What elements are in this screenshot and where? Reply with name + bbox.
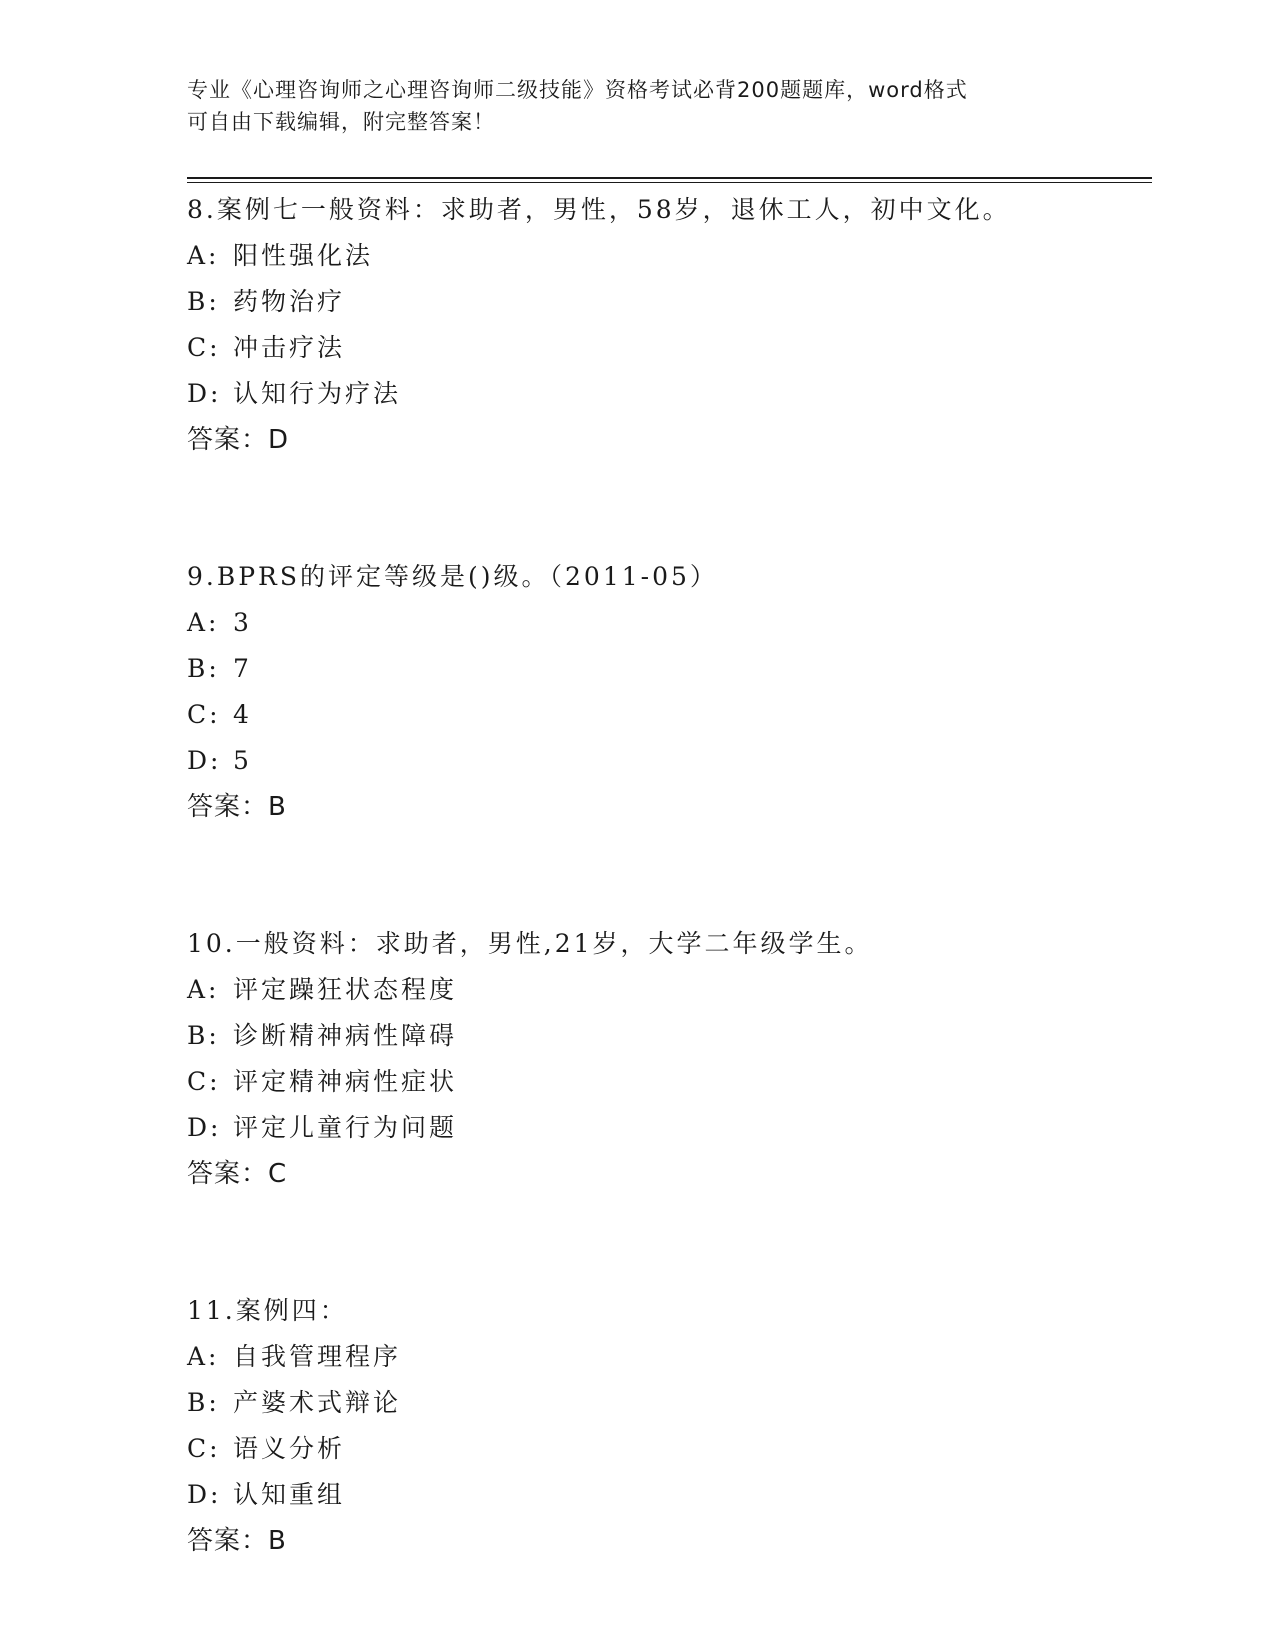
option-a [187, 600, 1152, 646]
question-8 [187, 187, 1152, 463]
option-c [187, 1059, 1152, 1105]
option-b [187, 1380, 1152, 1426]
answer-label: 答案： [187, 1526, 269, 1556]
answer-line [187, 417, 1152, 463]
question-spacer [187, 463, 1152, 554]
answer-value: C [268, 1159, 288, 1189]
option-c [187, 1426, 1152, 1472]
option-text: 药物治疗 [233, 287, 346, 316]
option-text: 语义分析 [233, 1434, 346, 1463]
answer-label: 答案： [187, 792, 269, 822]
option-a [187, 967, 1152, 1013]
option-a [187, 233, 1152, 279]
option-b [187, 279, 1152, 325]
option-a [187, 1334, 1152, 1380]
answer-value: B [268, 792, 287, 822]
option-b [187, 1013, 1152, 1059]
option-d [187, 371, 1152, 417]
option-letter: A: [187, 975, 220, 1004]
option-text: 7 [233, 654, 252, 683]
question-stem: 8.案例七一般资料：求助者，男性，58岁，退休工人，初中文化。 [187, 195, 1011, 224]
header-divider-thick [187, 177, 1152, 179]
option-letter: B: [187, 1388, 220, 1417]
option-letter: D: [187, 1113, 222, 1142]
option-letter: A: [187, 241, 220, 270]
option-text: 诊断精神病性障碍 [233, 1021, 458, 1050]
answer-value: B [268, 1526, 287, 1556]
option-letter: A: [187, 608, 220, 637]
option-letter: C: [187, 700, 221, 729]
option-text: 认知重组 [233, 1480, 346, 1509]
option-letter: D: [187, 746, 222, 775]
answer-line [187, 1151, 1152, 1197]
option-text: 阳性强化法 [233, 241, 374, 270]
header-line-2: 可自由下载编辑，附完整答案！ [187, 110, 495, 134]
option-letter: C: [187, 333, 221, 362]
option-text: 认知行为疗法 [233, 379, 402, 408]
option-text: 5 [233, 746, 252, 775]
option-b [187, 646, 1152, 692]
option-letter: D: [187, 1480, 222, 1509]
option-letter: B: [187, 287, 220, 316]
option-c [187, 325, 1152, 371]
option-c [187, 692, 1152, 738]
question-list [187, 187, 1152, 1564]
option-text: 评定儿童行为问题 [233, 1113, 458, 1142]
question-spacer [187, 1197, 1152, 1288]
question-11 [187, 1288, 1152, 1564]
document-header [187, 74, 1087, 138]
question-stem: 11.案例四： [187, 1296, 348, 1325]
option-text: 3 [233, 608, 252, 637]
option-text: 产婆术式辩论 [233, 1388, 402, 1417]
option-letter: A: [187, 1342, 220, 1371]
option-text: 评定躁狂状态程度 [233, 975, 458, 1004]
answer-line [187, 1518, 1152, 1564]
question-spacer [187, 830, 1152, 921]
option-letter: C: [187, 1067, 221, 1096]
question-9 [187, 554, 1152, 830]
answer-label: 答案： [187, 1159, 269, 1189]
option-letter: B: [187, 654, 220, 683]
option-d [187, 1472, 1152, 1518]
answer-label: 答案： [187, 425, 269, 455]
option-letter: B: [187, 1021, 220, 1050]
answer-value: D [268, 425, 290, 455]
answer-line [187, 784, 1152, 830]
question-stem: 9.BPRS的评定等级是()级。（2011-05） [187, 562, 718, 591]
option-text: 评定精神病性症状 [233, 1067, 458, 1096]
question-10 [187, 921, 1152, 1197]
header-line-1: 专业《心理咨询师之心理咨询师二级技能》资格考试必背200题题库，word格式 [187, 78, 968, 102]
option-text: 自我管理程序 [233, 1342, 402, 1371]
header-divider-thin [187, 182, 1152, 183]
option-d [187, 1105, 1152, 1151]
option-d [187, 738, 1152, 784]
question-stem: 10.一般资料：求助者，男性,21岁，大学二年级学生。 [187, 929, 873, 958]
option-text: 冲击疗法 [233, 333, 346, 362]
option-letter: C: [187, 1434, 221, 1463]
option-letter: D: [187, 379, 222, 408]
option-text: 4 [233, 700, 252, 729]
